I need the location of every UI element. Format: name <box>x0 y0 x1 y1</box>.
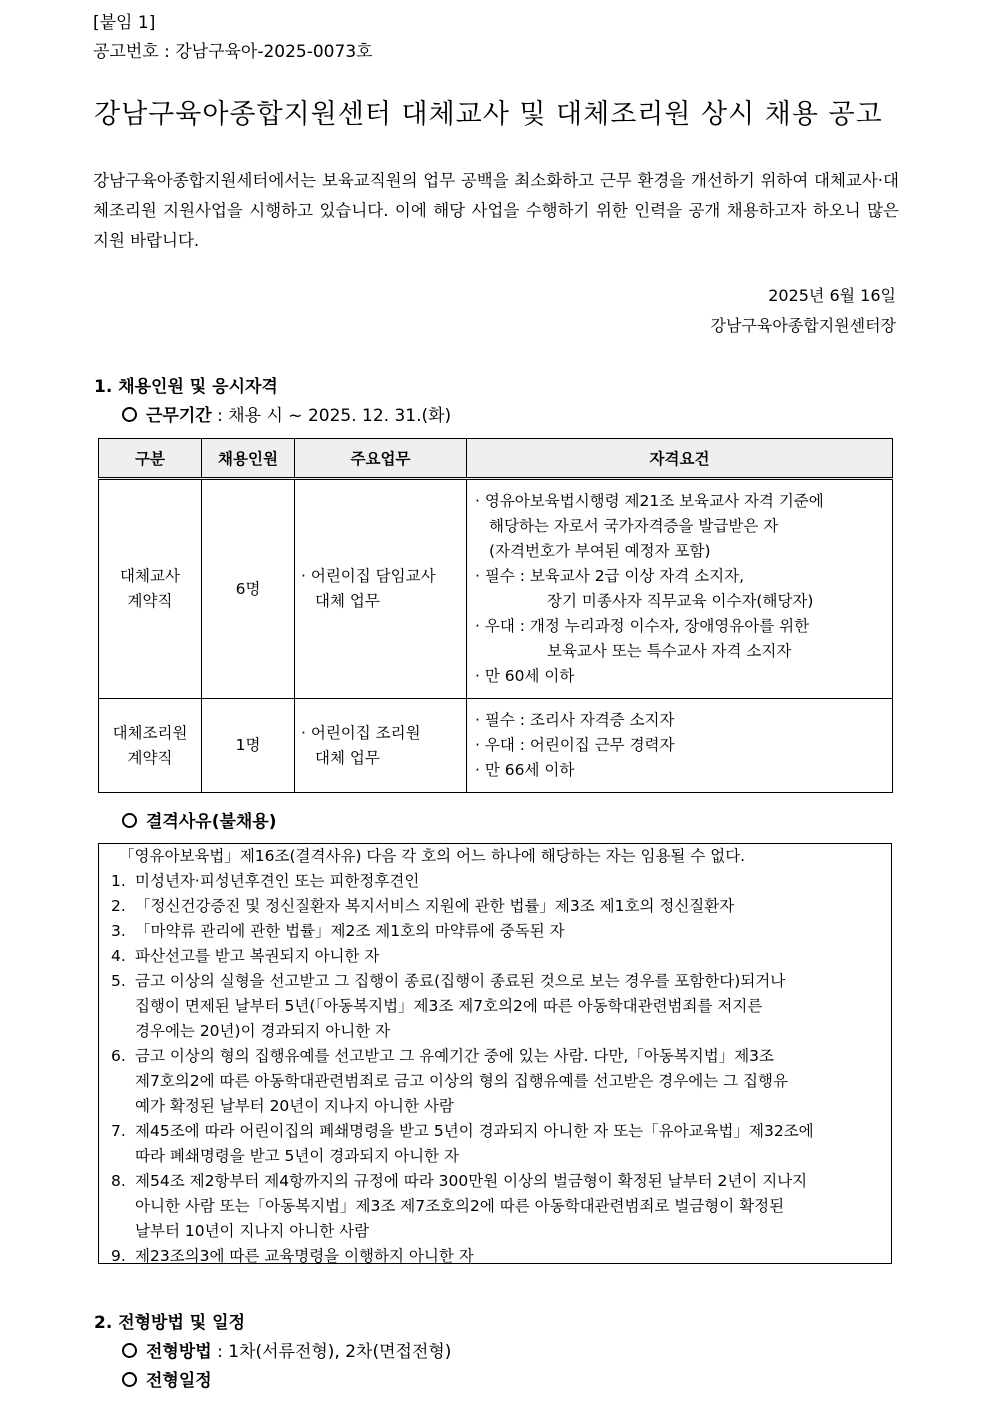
item-line: 파산선고를 받고 복권되지 아니한 자 <box>135 947 380 965</box>
issuer-name: 강남구육아종합지원센터장 <box>710 316 896 335</box>
requirement-line: (자격번호가 부여된 예정자 포함) <box>489 542 711 560</box>
work-period-value: : 채용 시 ~ 2025. 12. 31.(화) <box>211 406 452 426</box>
table-row <box>99 699 893 793</box>
header-task: 주요업무 <box>295 439 467 479</box>
item-line: 제23조의3에 따른 교육명령을 이행하지 아니한 자 <box>135 1247 474 1265</box>
requirement-line: · 만 66세 이하 <box>475 761 575 779</box>
list-item <box>107 1169 883 1244</box>
item-line: 「마약류 관리에 관한 법률」제2조 제1호의 마약류에 중독된 자 <box>135 922 565 940</box>
table-row <box>99 479 893 699</box>
task-line: · 어린이집 조리원 <box>301 723 421 742</box>
item-line: 미성년자·피성년후견인 또는 피한정후견인 <box>135 872 420 890</box>
item-number: 5. <box>111 972 126 990</box>
task-line: 대체 업무 <box>315 748 380 767</box>
item-line: 제7호의2에 따른 아동학대관련범죄로 금고 이상의 형의 집행유예를 선고받은 경우에는 그 집행유 <box>135 1072 788 1090</box>
item-line: 제45조에 따라 어린이집의 폐쇄명령을 받고 5년이 경과되지 아니한 자 또는「유아교육법」제32조에 <box>135 1122 814 1140</box>
notice-date: 2025년 6월 16일 <box>768 286 896 305</box>
item-number: 8. <box>111 1172 126 1190</box>
requirement-line: · 우대 : 어린이집 근무 경력자 <box>475 736 675 754</box>
recruitment-table <box>98 438 893 793</box>
circle-bullet-icon <box>122 1343 137 1358</box>
item-line: 집행이 면제된 날부터 5년(「아동복지법」제3조 제7호의2에 따른 아동학대관련범죄를 저지른 <box>135 997 763 1015</box>
header-category: 구분 <box>99 439 202 479</box>
item-number: 7. <box>111 1122 126 1140</box>
cell-task <box>295 699 467 793</box>
item-number: 1. <box>111 872 126 890</box>
item-line: 금고 이상의 실형을 선고받고 그 집행이 종료(집행이 종료된 것으로 보는 경우를 포함한다)되거나 <box>135 972 786 990</box>
circle-bullet-icon <box>122 813 137 828</box>
item-number: 4. <box>111 947 126 965</box>
cell-count: 1명 <box>202 699 295 793</box>
section1-title: 1. 채용인원 및 응시자격 <box>94 377 278 397</box>
item-line: 제54조 제2항부터 제4항까지의 규정에 따라 300만원 이상의 벌금형이 확정된 날부터 2년이 지나지 <box>135 1172 808 1190</box>
item-line: 「정신건강증진 및 정신질환자 복지서비스 지원에 관한 법률」제3조 제1호의 정신질환자 <box>135 897 735 915</box>
task-line: 대체 업무 <box>315 592 380 610</box>
requirement-line: · 영유아보육법시행령 제21조 보육교사 자격 기준에 <box>475 492 824 510</box>
list-item <box>107 919 883 944</box>
notice-number: 공고번호 : 강남구육아-2025-0073호 <box>93 42 373 62</box>
header-count: 채용인원 <box>202 439 295 479</box>
list-item <box>107 1119 883 1169</box>
item-line: 날부터 10년이 지나지 아니한 사람 <box>135 1222 370 1240</box>
work-period <box>122 401 451 426</box>
selection-method-label: 전형방법 <box>146 1342 212 1362</box>
requirement-line: · 필수 : 조리사 자격증 소지자 <box>475 711 675 729</box>
page-title: 강남구육아종합지원센터 대체교사 및 대체조리원 상시 채용 공고 <box>94 99 883 130</box>
requirement-line: · 만 60세 이하 <box>475 667 575 685</box>
requirement-line: 보육교사 또는 특수교사 자격 소지자 <box>547 642 792 660</box>
disqualification-heading <box>122 807 277 832</box>
list-item <box>107 1244 883 1269</box>
cell-task <box>295 479 467 699</box>
item-line: 금고 이상의 형의 집행유예를 선고받고 그 유예기간 중에 있는 사람. 다만,「아동복지법」제3조 <box>135 1047 775 1065</box>
category-line: 계약직 <box>127 592 173 610</box>
circle-bullet-icon <box>122 407 137 422</box>
item-number: 6. <box>111 1047 126 1065</box>
task-line: · 어린이집 담임교사 <box>301 567 436 585</box>
disqualification-box <box>98 843 892 1264</box>
header-requirements: 자격요건 <box>467 439 893 479</box>
requirement-line: 해당하는 자로서 국가자격증을 발급받은 자 <box>489 517 779 535</box>
cell-requirements <box>467 699 893 793</box>
disqualification-label: 결격사유(불채용) <box>146 812 277 832</box>
list-item <box>107 944 883 969</box>
table-header-row <box>99 439 893 479</box>
list-item <box>107 969 883 1044</box>
work-period-label: 근무기간 <box>146 406 212 426</box>
item-number: 3. <box>111 922 126 940</box>
section2-title: 2. 전형방법 및 일정 <box>94 1313 245 1333</box>
cell-category <box>99 479 202 699</box>
cell-count: 6명 <box>202 479 295 699</box>
item-number: 2. <box>111 897 126 915</box>
list-item <box>107 1044 883 1119</box>
item-line: 아니한 사람 또는「아동복지법」제3조 제7조호의2에 따른 아동학대관련범죄로 벌금형이 확정된 <box>135 1197 785 1215</box>
disqualification-lead: 「영유아보육법」제16조(결격사유) 다음 각 호의 어느 하나에 해당하는 자는 임용될 수 없다. <box>119 847 746 865</box>
requirement-line: 장기 미종사자 직무교육 이수자(해당자) <box>547 592 814 610</box>
requirement-line: · 필수 : 보육교사 2급 이상 자격 소지자, <box>475 567 745 585</box>
attachment-label: [붙임 1] <box>93 13 156 33</box>
selection-schedule-label: 전형일정 <box>146 1371 212 1391</box>
item-line: 따라 폐쇄명령을 받고 5년이 경과되지 아니한 자 <box>135 1147 459 1165</box>
item-number: 9. <box>111 1247 126 1265</box>
category-line: 대체조리원 <box>112 723 188 742</box>
circle-bullet-icon <box>122 1372 137 1387</box>
category-line: 계약직 <box>127 748 173 767</box>
intro-paragraph: 강남구육아종합지원세터에서는 보육교직원의 업무 공백을 최소화하고 근무 환경을 개선하기 위하여 대체교사·대체조리원 지원사업을 시행하고 있습니다. 이에 해당 사업을 수행하기 위한 인력을 공개 채용하고자 하오니 많은 지원 바랍니다. <box>93 171 899 250</box>
selection-method-value: : 1차(서류전형), 2차(면접전형) <box>211 1342 452 1362</box>
requirement-line: · 우대 : 개정 누리과정 이수자, 장애영유아를 위한 <box>475 617 810 635</box>
list-item <box>107 869 883 894</box>
selection-method <box>122 1337 451 1362</box>
item-line: 예가 확정된 날부터 20년이 지나지 아니한 사람 <box>135 1097 454 1115</box>
cell-requirements <box>467 479 893 699</box>
selection-schedule <box>122 1366 212 1391</box>
item-line: 경우에는 20년)이 경과되지 아니한 자 <box>135 1022 391 1040</box>
cell-category <box>99 699 202 793</box>
category-line: 대체교사 <box>120 567 180 585</box>
list-item <box>107 894 883 919</box>
